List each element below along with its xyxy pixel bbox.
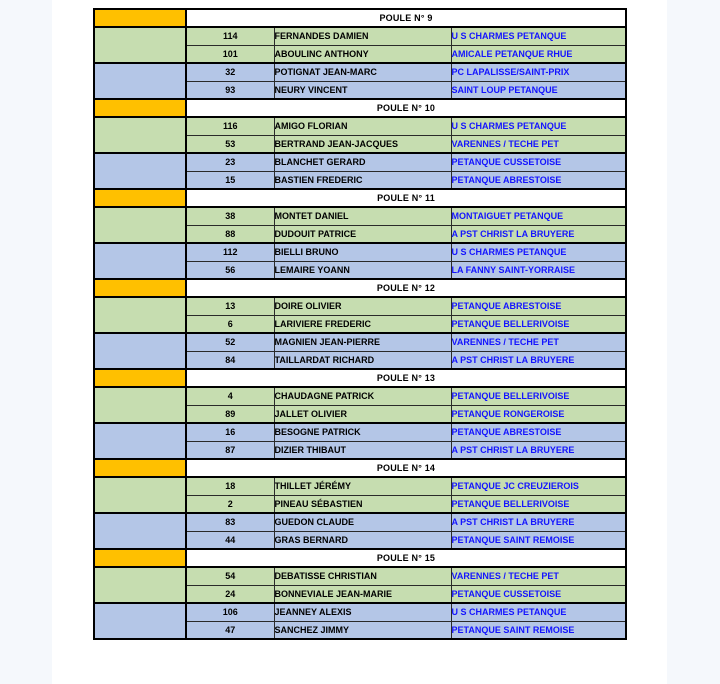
player-club: VARENNES / TECHE PET <box>451 135 626 153</box>
player-number: 44 <box>186 531 274 549</box>
pool-header-swatch <box>94 9 186 27</box>
player-name: JEANNEY ALEXIS <box>274 603 451 621</box>
pool-header-row <box>94 549 626 567</box>
player-row <box>94 333 626 351</box>
player-name: LARIVIERE FREDERIC <box>274 315 451 333</box>
player-club: U S CHARMES PETANQUE <box>451 27 626 45</box>
player-name: GUEDON CLAUDE <box>274 513 451 531</box>
player-number: 18 <box>186 477 274 495</box>
player-name: FERNANDES DAMIEN <box>274 27 451 45</box>
pool-title: POULE N° 10 <box>186 99 626 117</box>
group-blue-swatch <box>94 243 186 279</box>
player-row <box>94 117 626 135</box>
player-number: 116 <box>186 117 274 135</box>
player-name: DUDOUIT PATRICE <box>274 225 451 243</box>
player-club: PETANQUE BELLERIVOISE <box>451 315 626 333</box>
pool-header-row <box>94 9 626 27</box>
group-green-swatch <box>94 477 186 513</box>
player-name: DOIRE OLIVIER <box>274 297 451 315</box>
pool-title: POULE N° 15 <box>186 549 626 567</box>
player-club: PETANQUE ABRESTOISE <box>451 297 626 315</box>
player-number: 13 <box>186 297 274 315</box>
player-number: 89 <box>186 405 274 423</box>
player-number: 32 <box>186 63 274 81</box>
player-club: LA FANNY SAINT-YORRAISE <box>451 261 626 279</box>
pool-header-row <box>94 459 626 477</box>
pool-header-row <box>94 369 626 387</box>
player-club: U S CHARMES PETANQUE <box>451 117 626 135</box>
pool-header-swatch <box>94 549 186 567</box>
player-club: VARENNES / TECHE PET <box>451 567 626 585</box>
pool-block <box>94 189 626 279</box>
player-name: BIELLI BRUNO <box>274 243 451 261</box>
player-row <box>94 153 626 171</box>
player-number: 15 <box>186 171 274 189</box>
player-row <box>94 297 626 315</box>
player-number: 112 <box>186 243 274 261</box>
player-name: MONTET DANIEL <box>274 207 451 225</box>
player-number: 52 <box>186 333 274 351</box>
pool-header-swatch <box>94 99 186 117</box>
group-green-swatch <box>94 567 186 603</box>
player-name: AMIGO FLORIAN <box>274 117 451 135</box>
player-name: TAILLARDAT RICHARD <box>274 351 451 369</box>
player-club: VARENNES / TECHE PET <box>451 333 626 351</box>
player-name: BONNEVIALE JEAN-MARIE <box>274 585 451 603</box>
player-club: PC LAPALISSE/SAINT-PRIX <box>451 63 626 81</box>
player-number: 16 <box>186 423 274 441</box>
pool-title: POULE N° 14 <box>186 459 626 477</box>
player-club: PETANQUE SAINT REMOISE <box>451 531 626 549</box>
player-number: 24 <box>186 585 274 603</box>
player-number: 87 <box>186 441 274 459</box>
player-club: MONTAIGUET PETANQUE <box>451 207 626 225</box>
player-number: 106 <box>186 603 274 621</box>
player-club: PETANQUE ABRESTOISE <box>451 423 626 441</box>
group-green-swatch <box>94 387 186 423</box>
player-row <box>94 477 626 495</box>
group-green-swatch <box>94 207 186 243</box>
player-name: CHAUDAGNE PATRICK <box>274 387 451 405</box>
player-name: MAGNIEN JEAN-PIERRE <box>274 333 451 351</box>
player-name: NEURY VINCENT <box>274 81 451 99</box>
player-name: SANCHEZ JIMMY <box>274 621 451 639</box>
group-blue-swatch <box>94 63 186 99</box>
player-name: BESOGNE PATRICK <box>274 423 451 441</box>
player-number: 88 <box>186 225 274 243</box>
player-number: 101 <box>186 45 274 63</box>
pool-title: POULE N° 12 <box>186 279 626 297</box>
player-number: 93 <box>186 81 274 99</box>
group-blue-swatch <box>94 153 186 189</box>
player-number: 54 <box>186 567 274 585</box>
pools-table <box>93 8 627 640</box>
player-club: PETANQUE CUSSETOISE <box>451 585 626 603</box>
player-club: SAINT LOUP PETANQUE <box>451 81 626 99</box>
pool-block <box>94 459 626 549</box>
player-number: 6 <box>186 315 274 333</box>
group-green-swatch <box>94 27 186 63</box>
player-club: A PST CHRIST LA BRUYERE <box>451 351 626 369</box>
group-blue-swatch <box>94 513 186 549</box>
player-name: POTIGNAT JEAN-MARC <box>274 63 451 81</box>
group-blue-swatch <box>94 333 186 369</box>
player-name: JALLET OLIVIER <box>274 405 451 423</box>
player-club: PETANQUE BELLERIVOISE <box>451 495 626 513</box>
player-name: LEMAIRE YOANN <box>274 261 451 279</box>
player-row <box>94 27 626 45</box>
pool-block <box>94 279 626 369</box>
player-row <box>94 387 626 405</box>
player-club: AMICALE PETANQUE RHUE <box>451 45 626 63</box>
player-club: U S CHARMES PETANQUE <box>451 243 626 261</box>
group-green-swatch <box>94 117 186 153</box>
player-club: PETANQUE CUSSETOISE <box>451 153 626 171</box>
player-number: 84 <box>186 351 274 369</box>
player-name: BERTRAND JEAN-JACQUES <box>274 135 451 153</box>
player-name: BASTIEN FREDERIC <box>274 171 451 189</box>
pool-header-row <box>94 279 626 297</box>
player-club: U S CHARMES PETANQUE <box>451 603 626 621</box>
player-club: A PST CHRIST LA BRUYERE <box>451 513 626 531</box>
player-club: PETANQUE RONGEROISE <box>451 405 626 423</box>
player-club: A PST CHRIST LA BRUYERE <box>451 441 626 459</box>
pool-block <box>94 99 626 189</box>
player-name: THILLET JÉRÉMY <box>274 477 451 495</box>
player-row <box>94 603 626 621</box>
pool-title: POULE N° 9 <box>186 9 626 27</box>
player-name: DIZIER THIBAUT <box>274 441 451 459</box>
player-club: PETANQUE JC CREUZIEROIS <box>451 477 626 495</box>
pool-block <box>94 9 626 99</box>
group-blue-swatch <box>94 423 186 459</box>
player-number: 53 <box>186 135 274 153</box>
pool-header-row <box>94 189 626 207</box>
pool-block <box>94 369 626 459</box>
player-row <box>94 207 626 225</box>
player-row <box>94 567 626 585</box>
player-name: GRAS BERNARD <box>274 531 451 549</box>
player-number: 47 <box>186 621 274 639</box>
player-number: 4 <box>186 387 274 405</box>
player-name: ABOULINC ANTHONY <box>274 45 451 63</box>
player-number: 83 <box>186 513 274 531</box>
player-club: PETANQUE BELLERIVOISE <box>451 387 626 405</box>
pool-header-swatch <box>94 459 186 477</box>
pool-header-swatch <box>94 369 186 387</box>
player-name: BLANCHET GERARD <box>274 153 451 171</box>
player-number: 114 <box>186 27 274 45</box>
document-page <box>52 0 667 684</box>
pool-header-swatch <box>94 189 186 207</box>
player-number: 38 <box>186 207 274 225</box>
group-blue-swatch <box>94 603 186 639</box>
player-number: 23 <box>186 153 274 171</box>
pool-title: POULE N° 13 <box>186 369 626 387</box>
player-row <box>94 423 626 441</box>
player-name: DEBATISSE CHRISTIAN <box>274 567 451 585</box>
group-green-swatch <box>94 297 186 333</box>
player-number: 2 <box>186 495 274 513</box>
pool-block <box>94 549 626 639</box>
player-row <box>94 63 626 81</box>
player-club: PETANQUE ABRESTOISE <box>451 171 626 189</box>
player-row <box>94 513 626 531</box>
player-number: 56 <box>186 261 274 279</box>
pool-header-swatch <box>94 279 186 297</box>
player-row <box>94 243 626 261</box>
pool-title: POULE N° 11 <box>186 189 626 207</box>
player-club: A PST CHRIST LA BRUYERE <box>451 225 626 243</box>
player-name: PINEAU SÉBASTIEN <box>274 495 451 513</box>
player-club: PETANQUE SAINT REMOISE <box>451 621 626 639</box>
pool-header-row <box>94 99 626 117</box>
